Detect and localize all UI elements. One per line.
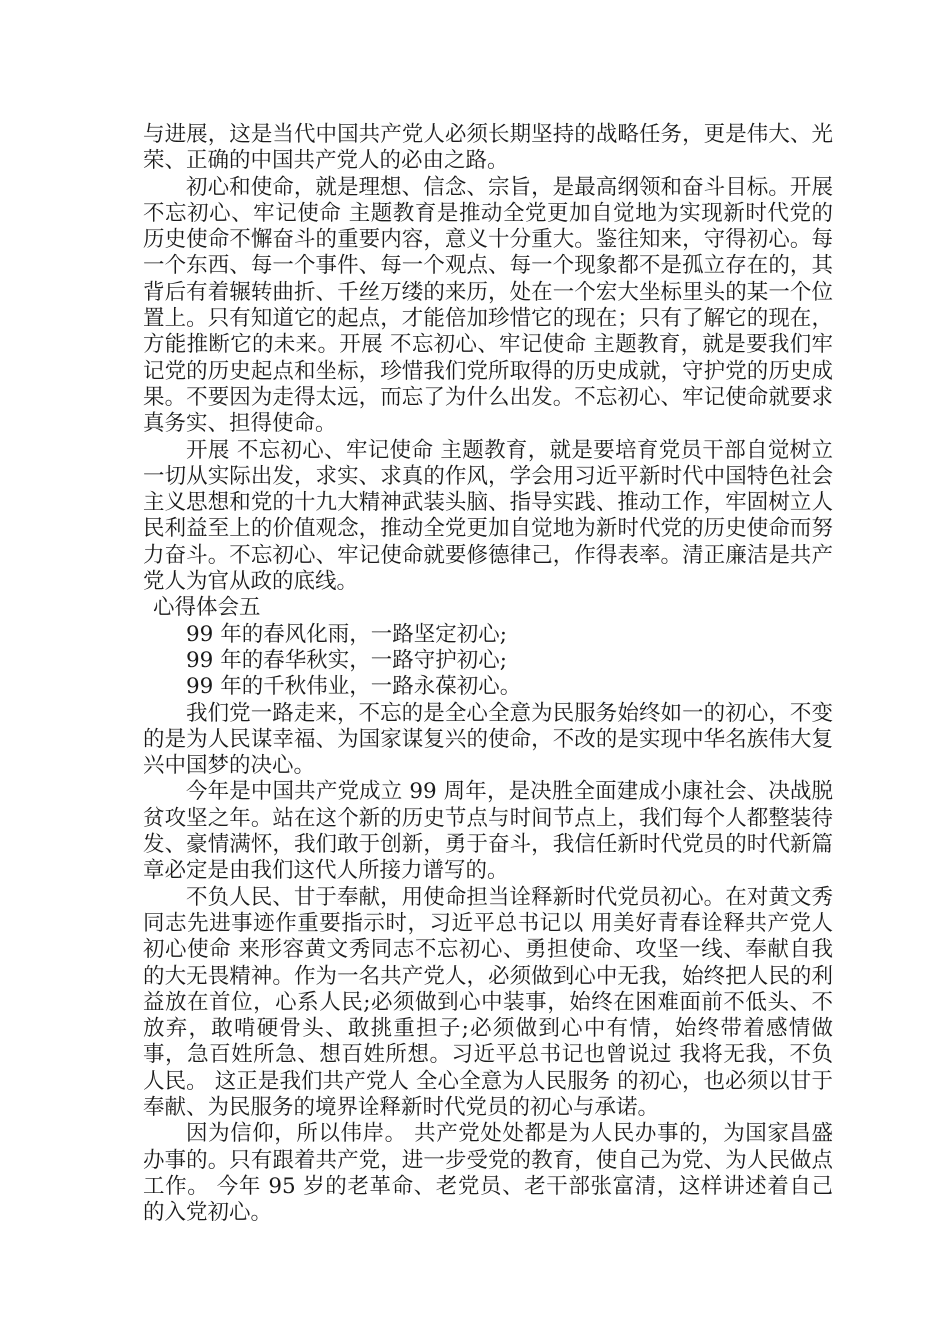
paragraph-serve-people: 不负人民、甘于奉献，用使命担当诠释新时代党员初心。在对黄文秀同志先进事迹作重要指示时，习近平总书记以 用美好青春诠释共产党人初心使命 来形容黄文秀同志不忘初心、勇担使命、攻坚一线、奉献自我的大无畏精神。作为一名共产党人，必须做到心中无我，始终把人民的利益放在首位，心系人民;必须做到心中装事，始终在困难面前不低头、不放弃，敢啃硬骨头、敢挑重担子;必须做到心中有情，始终带着感情做事，急百姓所急、想百姓所想。习近平总书记也曾说过 我将无我，不负人民。 这正是我们共产党人 全心全意为人民服务 的初心，也必须以甘于奉献、为民服务的境界诠释新时代党员的初心与承诺。 — [143, 884, 833, 1120]
paragraph-theme-education: 开展 不忘初心、牢记使命 主题教育，就是要培育党员干部自觉树立一切从实际出发，求实、求真的作风，学会用习近平新时代中国特色社会主义思想和党的十九大精神武装头脑、指导实践、推动工作，牢固树立人民利益至上的价值观念，推动全党更加自觉地为新时代党的历史使命而努力奋斗。不忘初心、牢记使命就要修德律己，作得表率。清正廉洁是共产党人为官从政的底线。 — [143, 437, 833, 595]
verse-line: 99 年的春华秋实，一路守护初心; — [186, 647, 507, 673]
document-body — [143, 122, 833, 1226]
verse-line: 99 年的春风化雨，一路坚定初心; — [186, 621, 507, 647]
paragraph-party-journey: 我们党一路走来，不忘的是全心全意为民服务始终如一的初心，不变的是为人民谋幸福、为国家谋复兴的使命，不改的是实现中华名族伟大复兴中国梦的决心。 — [143, 700, 833, 779]
section-heading: 心得体会五 — [153, 595, 261, 621]
paragraph-original-mission: 初心和使命，就是理想、信念、宗旨，是最高纲领和奋斗目标。开展 不忘初心、牢记使命 主题教育是推动全党更加自觉地为实现新时代党的历史使命不懈奋斗的重要内容，意义十分重大。鉴往知来，守得初心。每一个东西、每一个事件、每一个观点、每一个现象都不是孤立存在的，其背后有着辗转曲折、千丝万缕的来历，处在一个宏大坐标里头的某一个位置上。只有知道它的起点，才能倍加珍惜它的现在；只有了解它的现在，方能推断它的未来。开展 不忘初心、牢记使命 主题教育，就是要我们牢记党的历史起点和坐标，珍惜我们党所取得的历史成就，守护党的历史成果。不要因为走得太远，而忘了为什么出发。不忘初心、牢记使命就要求真务实、担得使命。 — [143, 174, 833, 437]
paragraph-faith: 因为信仰，所以伟岸。 共产党处处都是为人民办事的，为国家昌盛办事的。只有跟着共产党，进一步受党的教育，使自己为党、为人民做点工作。 今年 95 岁的老革命、老党员、老干部张富清，这样讲述着自己的入党初心。 — [143, 1121, 833, 1226]
verse-line: 99 年的千秋伟业，一路永葆初心。 — [186, 674, 522, 700]
paragraph-anniversary: 今年是中国共产党成立 99 周年，是决胜全面建成小康社会、决战脱贫攻坚之年。站在这个新的历史节点与时间节点上，我们每个人都整装待发、豪情满怀，我们敢于创新，勇于奋斗，我信任新时代党员的时代新篇章必定是由我们这代人所接力谱写的。 — [143, 779, 833, 884]
paragraph-continuation: 与进展，这是当代中国共产党人必须长期坚持的战略任务，更是伟大、光荣、正确的中国共产党人的必由之路。 — [143, 122, 833, 174]
